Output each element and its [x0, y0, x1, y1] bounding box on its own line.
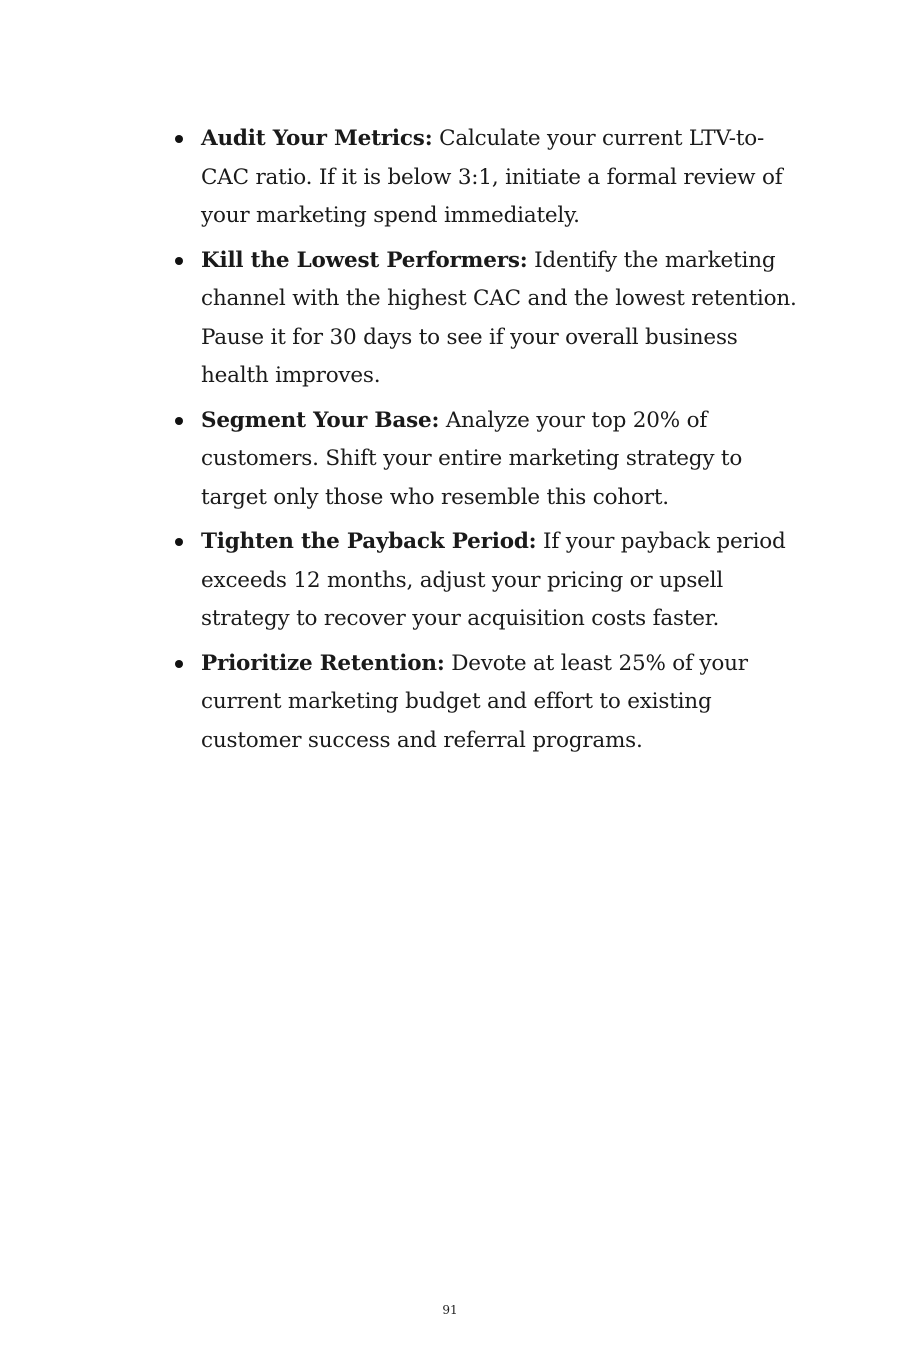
list-item: [172, 120, 800, 236]
list-item: [172, 402, 800, 518]
list-item-text: Devote at least 25% of your current marketing budget and effort to existing customer success and referral programs.: [201, 650, 748, 753]
list-item-text: If your payback period exceeds 12 months, adjust your pricing or upsell strategy to recover your acquisition costs faster.: [201, 529, 786, 631]
list-item-title: Segment Your Base:: [201, 407, 440, 433]
bullet-icon: [175, 135, 183, 143]
list-item-title: Tighten the Payback Period:: [201, 529, 537, 554]
list-item-text: Analyze your top 20% of customers. Shift your entire marketing strategy to target only those who resemble this cohort.: [201, 407, 743, 510]
bullet-icon: [175, 257, 183, 265]
list-item-title: Kill the Lowest Performers:: [201, 247, 528, 273]
action-bullet-list: [172, 120, 800, 766]
list-item: [172, 645, 800, 761]
bullet-icon: [175, 538, 183, 546]
list-item-text: Identify the marketing channel with the highest CAC and the lowest retention. Pause it for 30 days to see if your overall business health improves.: [201, 247, 797, 388]
list-item-title: Prioritize Retention:: [201, 650, 445, 676]
list-item: [172, 523, 800, 639]
bullet-icon: [175, 417, 183, 425]
list-item-text: Calculate your current LTV-to-CAC ratio. If it is below 3:1, initiate a formal review of your marketing spend immediately.: [201, 126, 783, 228]
list-item: [172, 242, 800, 396]
bullet-icon: [175, 660, 183, 668]
page-number: 91: [442, 1303, 458, 1317]
list-item-title: Audit Your Metrics:: [201, 126, 433, 151]
